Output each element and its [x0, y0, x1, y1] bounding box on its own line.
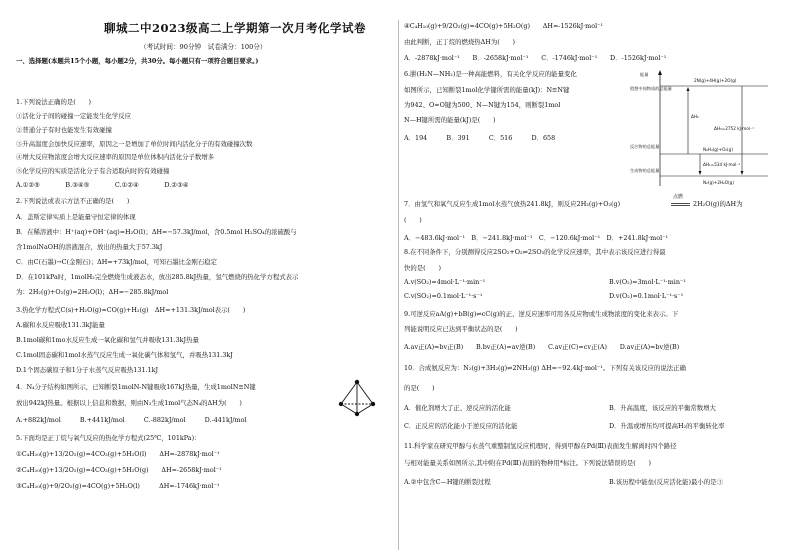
question-6-ask: N—H键所需的能量(kJ)是( ) — [404, 116, 496, 124]
question-2-option-b-cont: 含1molNaOH的溶液混合，放出的热量大于57.3kJ — [16, 243, 163, 251]
energy-axis-arrow — [658, 70, 662, 75]
question-6-stem: 6.肼(H₂N—NH₂)是一种高能燃料，有关化学反应的能量变化 — [404, 70, 577, 78]
question-1-item: ①活化分子间的碰撞一定能发生化学反应 — [16, 112, 132, 120]
top-species: 2N(g)+4H(g)+2O(g) — [694, 78, 737, 83]
question-4-options: A.+882kJ/mol B.+441kJ/mol C.-882kJ/mol D.-441kJ/mol — [16, 416, 247, 424]
question-6-stem-cont: 为942、O=O键为500、N—N键为154，则断裂1mol — [404, 101, 561, 109]
question-9-options: A.av正(A)=bv正(B) B.bv正(A)=av逆(B) C.av正(C)=cv正(A) D.av正(A)=bv逆(B) — [404, 343, 680, 351]
question-2-option-a: A．盖斯定律实质上是能量守恒定律的体现 — [16, 213, 136, 221]
question-5-equation-2: ②C₄H₁₀(g)+13/2O₂(g)=4CO₂(g)+5H₂O(g) ΔH=-2658kJ·mol⁻¹ — [16, 466, 222, 474]
question-1-item: ⑤化学反应的实质是活化分子有合适取向时的有效碰撞 — [16, 167, 170, 175]
question-9-stem: 9.可逆反应aA(g)+bB(g)⇌cC(g)的正、逆反应速率可用各反应物或生成物浓度的变化来表示。下 — [404, 310, 679, 318]
question-2-option-d: D．在101kPa时，1molH₂完全燃烧生成液态水，放出285.8kJ热量，氢气燃烧的热化学方程式表示 — [16, 273, 299, 281]
question-11-stem-cont: 与相对能量关系如图所示,其中附在Pd(Ⅲ)表面的物种用*标注。下列说法错误的是( ) — [404, 459, 652, 467]
product-label: 生成物的总能量 — [630, 168, 660, 173]
page-title: 聊城二中2023级高二上学期第一次月考化学试卷 — [104, 21, 367, 35]
question-9-stem-cont: 列能说明反应已达到平衡状态的是( ) — [404, 325, 518, 333]
question-8-option-d: D.v(O₂)=0.1mol·L⁻¹·s⁻¹ — [609, 292, 684, 300]
question-2-option-d-cont: 为：2H₂(g)+O₂(g)=2H₂O(l)；ΔH=−285.8kJ/mol — [16, 288, 169, 296]
question-5-equation-1: ①C₄H₁₀(g)+13/2O₂(g)=4CO₂(g)+5H₂O(l) ΔH=-2878kJ·mol⁻¹ — [16, 450, 220, 458]
ignite-condition: 点燃 — [673, 194, 684, 200]
section-heading: 一、选择题(本题共15个小题，每小题2分，共30分。每小题只有一项符合题目要求。) — [16, 57, 259, 65]
reaction-arrow-icon — [671, 202, 691, 207]
question-3-option-b: B.1mol碳和1mo水反应生成一氧化碳和氢气并吸收131.3kJ热量 — [16, 336, 199, 344]
question-3-option-c: C.1mol固态碳和1mol水蒸气反应生成一氧化碳气体和氢气，并吸热131.3kJ — [16, 351, 233, 359]
question-3-stem: 3.热化学方程式C(s)+H₂O(g)=CO(g)+H₂(g) ΔH=+131.3kJ/mol表示( ) — [16, 306, 246, 314]
question-11-stem: 11.科学家在研究甲醇与水蒸气重整制氢反应机理时，得到甲醇在Pd(Ⅲ)表面发生解离时四个路径 — [404, 442, 677, 450]
question-6-options: A．194 B．391 C．516 D．658 — [404, 134, 556, 142]
question-1-item: ②普通分子有时也能发生有效碰撞 — [16, 126, 112, 134]
question-10-stem-cont: 的是( ) — [404, 384, 435, 392]
question-11-option-a: A.②中包含C—H键的断裂过程 — [404, 478, 491, 486]
question-8-option-a: A.v(SO₂)=4mol·L⁻¹·min⁻¹ — [404, 278, 486, 286]
question-1-item: ④增大反应物浓度会增大反应速率的原因是单位体积内活化分子数增多 — [16, 153, 215, 161]
y-axis-label: 能量 — [640, 72, 649, 77]
reactant-species: N₂H₄(g)+O₂(g) — [703, 147, 733, 152]
question-1-options: A.①②⑤ B.③④⑤ C.①②④ D.②③④ — [16, 181, 189, 189]
question-3-option-a: A.碳和水反应吸收131.3kJ能量 — [16, 321, 105, 329]
question-1-item: ③升高温度会加快反应速率，原因之一是增加了单位时间内活化分子的有效碰撞次数 — [16, 140, 253, 148]
question-2-option-c: C．由C(石墨)→C(金刚石)；ΔH=+73kJ/mol，可知石墨比金刚石稳定 — [16, 258, 217, 266]
question-7-stem-cont: 2H₂O(g)的ΔH为 — [693, 200, 743, 208]
intermediate-label: 假想中间物质的总能量 — [630, 86, 672, 91]
question-10-stem: 10．合成氨反应为：N₂(g)+3H₂(g)⇌2NH₃(g) ΔH=−92.4kJ·mol⁻¹。下列有关该反应的说法正确 — [404, 364, 686, 372]
question-11-option-b: B.该历程中能垒(反应活化能)最小的是③ — [609, 478, 723, 486]
question-2-option-b: B．在稀溶液中：H⁺(aq)+OH⁻(aq)=H₂O(l)；ΔH=−57.3kJ/mol，含0.5mol H₂SO₄的浓硫酸与 — [16, 228, 297, 236]
dh3-arrowhead — [741, 171, 744, 175]
question-5-options: A．-2878kJ·mol⁻¹ B．-2658kJ·mol⁻¹ C．-1746kJ·mol⁻¹ D．-1526kJ·mol⁻¹ — [404, 54, 667, 62]
question-4-stem: 4．N₄分子结构如图所示，已知断裂1molN-N键吸收167kJ热量，生成1molN≡N键 — [16, 383, 256, 391]
dh2-label: ΔH₂ — [691, 114, 699, 119]
question-8-option-b: B.v(O₂)=3mol·L⁻¹·min⁻¹ — [609, 278, 686, 286]
question-6-stem-cont: 如图所示，已知断裂1mol化学键所需的能量(kJ)：N≡N键 — [404, 86, 570, 94]
right-column — [399, 0, 794, 560]
dh3-label: ΔH₃=2752 kJ·mol⁻¹ — [714, 126, 754, 131]
question-10-option-d: D．升温或增压均可提高H₂的平衡转化率 — [609, 422, 725, 430]
product-species: N₂(g)+2H₂O(g) — [703, 180, 734, 185]
question-8-option-c: C.v(SO₂)=0.1mol·L⁻¹·s⁻¹ — [404, 292, 483, 300]
question-5-stem: 5.下面均是正丁烷与氧气反应的热化学方程式(25℃，101kPa)： — [16, 434, 201, 442]
dh1-label: ΔH₁=534 kJ·mol⁻¹ — [703, 162, 741, 167]
n4-molecule-figure — [336, 378, 378, 418]
question-5-equation-4: ④C₄H₁₀(g)+9/2O₂(g)=4CO(g)+5H₂O(g) ΔH=-1526kJ·mol⁻¹ — [404, 22, 604, 30]
question-10-option-c: C．正反应的活化能小于逆反应的活化能 — [404, 422, 518, 430]
question-5-ask: 由此判断，正丁烷的燃烧热ΔH为( ) — [404, 38, 516, 46]
question-7-stem: 7．由氢气和氧气反应生成1mol水蒸气放热241.8kJ，则反应2H₂(g)+O₂(g) — [404, 200, 621, 208]
question-7-options: A．−483.6kJ·mol⁻¹ B．−241.8kJ·mol⁻¹ C．−120.6kJ·mol⁻¹ D．+241.8kJ·mol⁻¹ — [404, 234, 669, 242]
exam-info: （考试时间：90分钟 试卷满分：100分） — [140, 43, 267, 51]
question-3-option-d: D.1个固态碳原子和1分子水蒸气反应吸热131.1kJ — [16, 366, 159, 374]
question-5-equation-3: ③C₄H₁₀(g)+9/2O₂(g)=4CO(g)+5H₂O(l) ΔH=-1746kJ·mol⁻¹ — [16, 482, 220, 490]
question-7-bracket: ( ) — [404, 216, 422, 224]
dh2-arrowhead — [687, 87, 690, 91]
question-8-stem: 8.在不同条件下，分别测得反应2SO₂+O₂⇌2SO₃的化学反应速率，其中表示该反应进行得最 — [404, 248, 666, 256]
question-10-option-b: B．升高温度，该反应的平衡常数增大 — [609, 404, 716, 412]
question-10-option-a: A．催化剂增大了正、逆反应的活化能 — [404, 404, 511, 412]
question-8-stem-cont: 快的是( ) — [404, 264, 441, 272]
dh1-arrowhead — [699, 171, 702, 175]
energy-diagram — [630, 68, 780, 190]
reactant-label: 反应物的总能量 — [630, 144, 660, 149]
question-2-stem: 2.下列说法或表示方法不正确的是( ) — [16, 197, 130, 205]
question-4-stem-cont: 放出942kJ热量。根据以上信息和数据，则由N₂生成1mol气态N₄的ΔH为( ) — [16, 399, 242, 407]
question-1-stem: 1.下列说法正确的是( ) — [16, 98, 91, 106]
